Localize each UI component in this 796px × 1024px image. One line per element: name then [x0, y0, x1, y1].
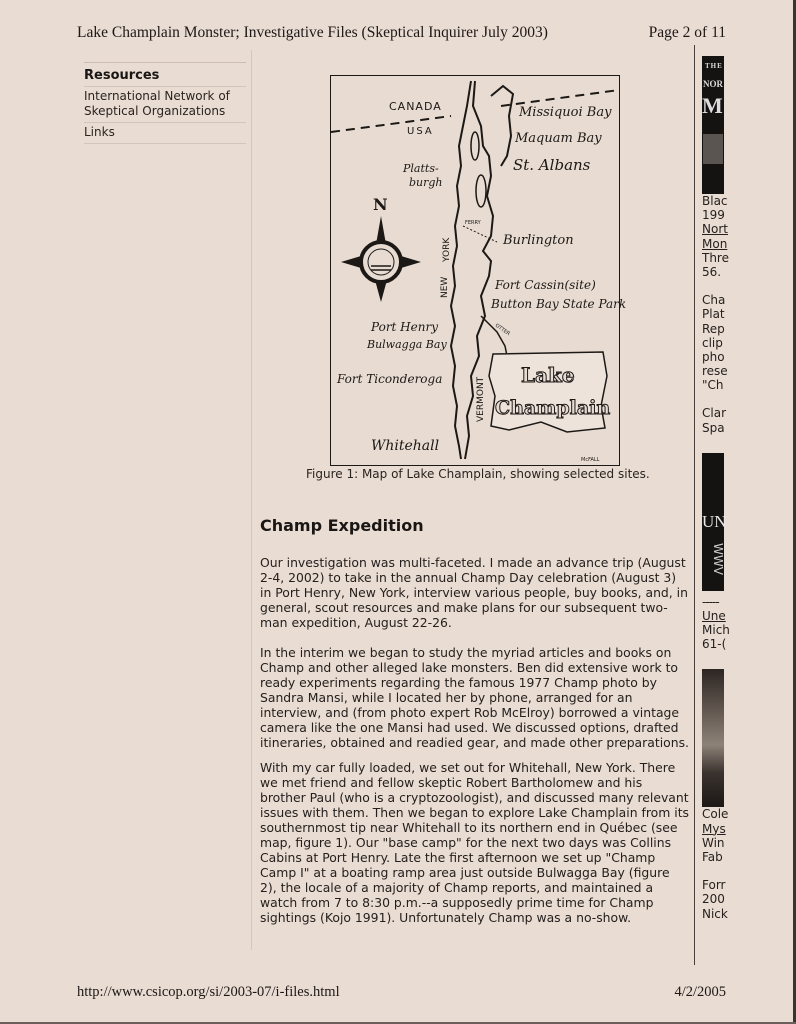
book-info-text: Thre — [702, 250, 729, 265]
book-info-text: 200 — [702, 892, 725, 907]
map-signature: McFALL — [581, 457, 600, 463]
sidebar-rule — [84, 62, 246, 63]
page-url: http://www.csicop.org/si/2003-07/i-files.html — [77, 984, 340, 1000]
book-info-text: clip — [702, 335, 723, 350]
sidebar-heading: Resources — [84, 68, 160, 83]
page-indicator: Page 2 of 11 — [648, 24, 726, 41]
column-divider-left — [251, 50, 252, 950]
book-cover-image[interactable] — [702, 669, 724, 807]
book-info-text: 61-( — [702, 637, 727, 652]
cover-text: THE — [705, 62, 723, 70]
map-label-ferry: FERRY — [465, 220, 481, 226]
book-title-link[interactable]: Une — [702, 608, 726, 623]
cover-picture — [703, 134, 723, 164]
map-label-new: NEW — [440, 276, 450, 298]
separator: ----- — [702, 594, 719, 609]
cover-zigzag: WWV — [710, 542, 725, 575]
map-label-bulwagga-bay: Bulwagga Bay — [367, 338, 447, 351]
sidebar-item-international-network[interactable]: International Network of Skeptical Organizations — [84, 86, 246, 122]
print-date: 4/2/2005 — [674, 984, 726, 1000]
map-label-fort-ticonderoga: Fort Ticonderoga — [337, 372, 443, 386]
banner-lake: Lake — [521, 363, 575, 387]
book-info-text: Win — [702, 835, 725, 850]
book-title-link[interactable]: Mys — [702, 821, 726, 836]
right-column — [702, 56, 730, 921]
article-paragraph: In the interim we began to study the myriad articles and books on Champ and other alleged lake monsters. Ben did extensive work to ready experiments regarding the famous 1977 Champ photo by Sandra Mansi, while I located her by phone, arranged for an interview, and (from photo expert Rob McElroy) borrowed a vintage camera like the one Mansi had used. We discussed options, drafted itineraries, obtained and readied gear, and made other preparations. — [260, 645, 689, 750]
map-label-whitehall: Whitehall — [371, 438, 440, 454]
map-label-maquam-bay: Maquam Bay — [515, 131, 602, 146]
island — [476, 175, 486, 207]
book-info-text: Plat — [702, 307, 725, 322]
map-label-plattsburgh-1: Platts- — [403, 162, 439, 175]
book-info-text: 199 — [702, 208, 725, 223]
book-info-text: Nick — [702, 906, 728, 921]
section-title: Champ Expedition — [260, 516, 424, 535]
map-label-plattsburgh-2: burgh — [409, 176, 443, 189]
article-paragraph: Our investigation was multi-faceted. I made an advance trip (August 2-4, 2002) to take in the annual Champ Day celebration (August 3) in Port Henry, New York, interview various people, buy books, and, in general, scout resources and make plans for our subsequent two-man expedition, August 22-26. — [260, 555, 688, 630]
figure-caption: Figure 1: Map of Lake Champlain, showing selected sites. — [306, 467, 650, 481]
book-title-link[interactable]: Nort — [702, 222, 728, 237]
book-title-link[interactable]: Mon — [702, 236, 728, 251]
cover-text: NOR — [703, 79, 723, 89]
lake-shore-west — [451, 81, 471, 459]
sidebar-item-links[interactable]: Links — [84, 122, 246, 144]
map-label-york: YORK — [442, 237, 452, 262]
book-info-text: rese — [702, 364, 728, 379]
map-label-button-bay: Button Bay State Park — [491, 297, 627, 311]
book-info-text: Rep — [702, 321, 725, 336]
cover-text: M — [702, 93, 723, 118]
print-footer — [77, 984, 726, 1004]
column-divider-right — [694, 45, 695, 965]
book-info-text: Blac — [702, 194, 728, 208]
book-info-text: Cole — [702, 807, 729, 822]
compass-rose-icon — [341, 216, 421, 302]
document-title: Lake Champlain Monster; Investigative Files (Skeptical Inquirer July 2003) — [77, 24, 548, 41]
book-info-text: Forr — [702, 878, 726, 893]
map-label-canada: CANADA — [389, 100, 442, 113]
book-cover-image[interactable] — [702, 56, 724, 194]
map-label-usa: USA — [407, 126, 434, 137]
lake-champlain-banner — [489, 352, 610, 432]
lake-east-bay — [491, 86, 513, 166]
map-label-vermont: VERMONT — [476, 376, 486, 422]
banner-champlain: Champlain — [495, 397, 611, 419]
book-info-text: Mich — [702, 623, 730, 637]
map-label-burlington: Burlington — [503, 233, 574, 248]
map-svg — [331, 76, 627, 465]
book-info-text: Cha — [702, 293, 726, 308]
sidebar — [84, 62, 246, 144]
book-info-text: "Ch — [702, 378, 724, 393]
map-label-fort-cassin: Fort Cassin(site) — [495, 278, 596, 292]
article-paragraph: With my car fully loaded, we set out for Whitehall, New York. There we met friend and fellow skeptic Robert Bartholomew and his brother Paul (who is a cryptozoologist), and discussed many relevant issues with them. Then we began to explore Lake Champlain from its southernmost tip near Whitehall to its northern end in Québec (see map, figure 1). Our "base camp" for the next two days was Collins Cabins at Port Henry. Late the first afternoon we set up "Champ Camp I" at a boating ramp area just outside Bulwagga Bay (figure 2), the locale of a majority of Champ reports, and maintained a watch from 7 to 8:30 p.m.--a supposedly prime time for Champ sightings (Kojo 1991). Unfortunately Champ was a no-show. — [260, 760, 690, 925]
island — [471, 132, 479, 160]
book-info-text: pho — [702, 349, 725, 364]
compass-north-label: N — [373, 195, 388, 214]
lake-champlain-map — [330, 75, 627, 466]
book-info-text: 56. — [702, 264, 722, 279]
book-info-text: Clar — [702, 406, 726, 421]
book-info-text: Spa — [702, 420, 725, 435]
map-label-port-henry: Port Henry — [371, 320, 438, 334]
map-label-st-albans: St. Albans — [513, 156, 591, 174]
print-header — [77, 24, 726, 44]
map-label-missisquoi-bay: Missiquoi Bay — [519, 105, 612, 120]
cover-text: UN — [702, 511, 727, 531]
map-label-otter: OTTER — [493, 322, 511, 338]
book-cover-image[interactable] — [702, 453, 727, 591]
book-info-text: Fab — [702, 849, 723, 864]
